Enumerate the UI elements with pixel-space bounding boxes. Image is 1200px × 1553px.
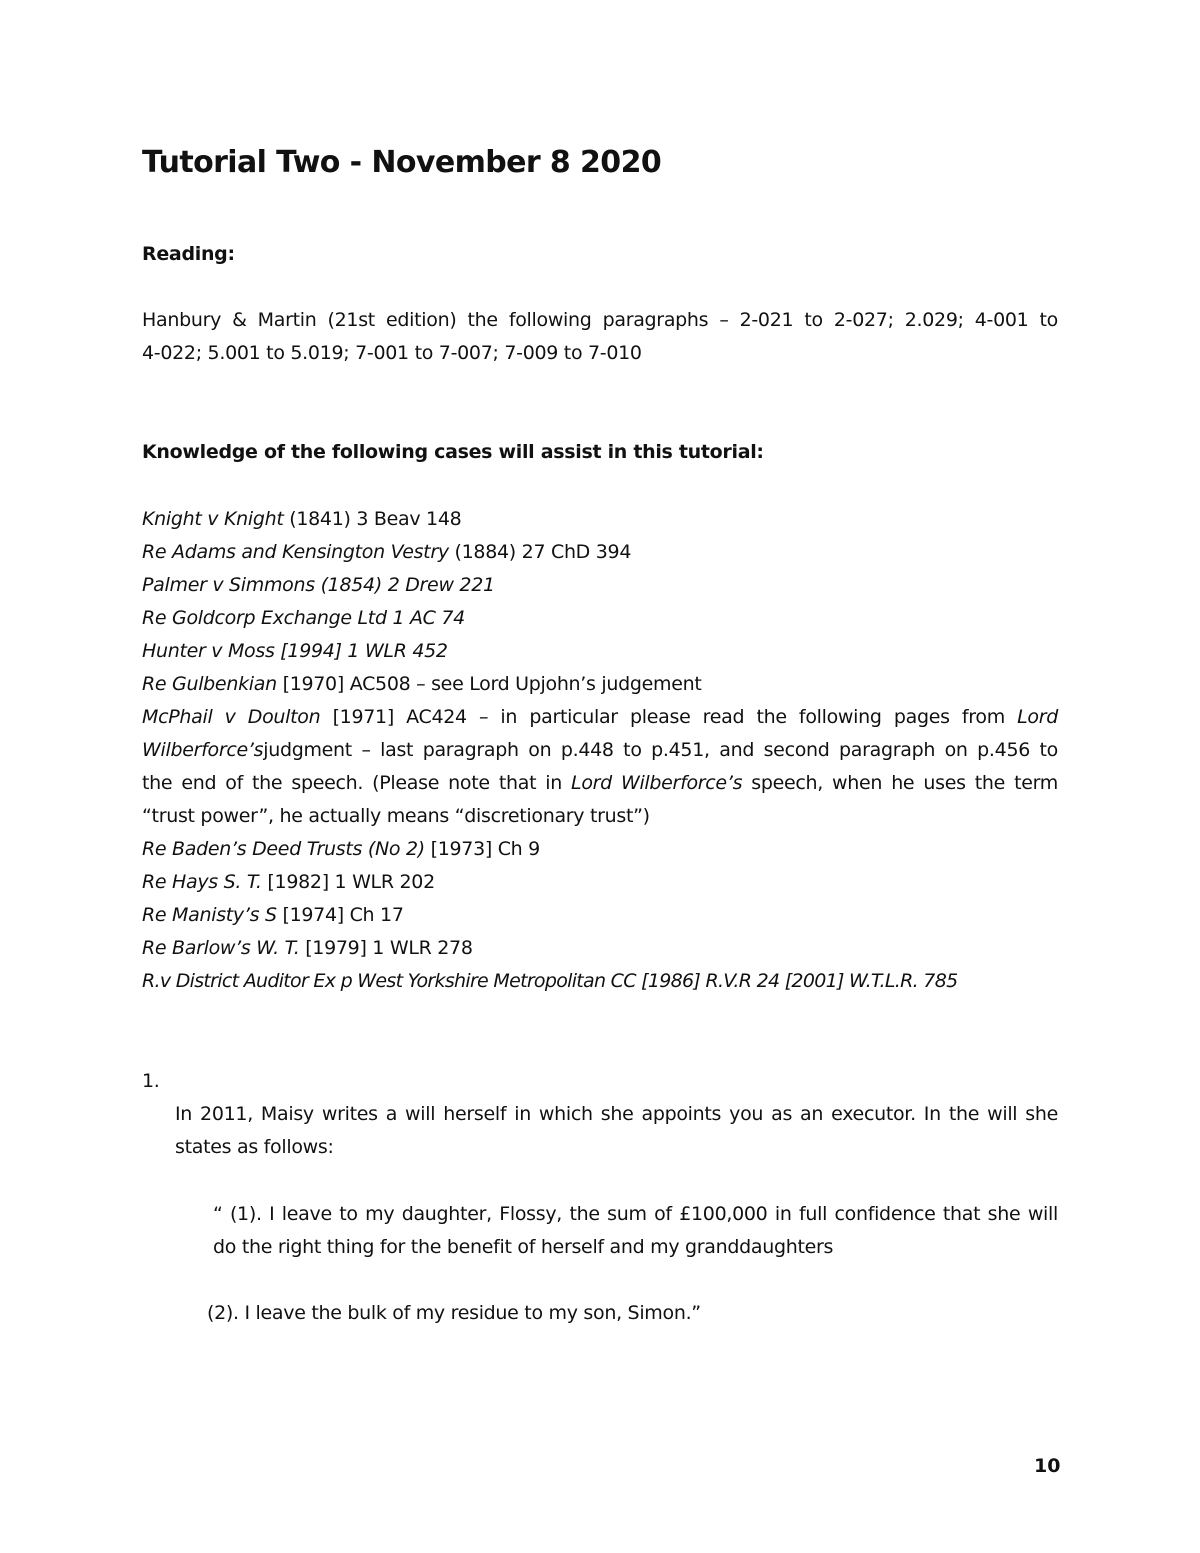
- case-citation: [1974] Ch 17: [276, 904, 404, 926]
- case-citation: [1971] AC424 – in particular please read the following pages from: [320, 706, 1018, 728]
- case-name: Re Hays S. T.: [142, 871, 262, 893]
- page-title: Tutorial Two - November 8 2020: [142, 145, 662, 180]
- case-citation: [1979] 1 WLR 278: [299, 937, 473, 959]
- case-item: [142, 937, 473, 959]
- clause-line: “ (1). I leave to my daughter, Flossy, the sum of £100,000 in full confidence that she will: [213, 1203, 1058, 1225]
- page-number: 10: [1034, 1455, 1061, 1477]
- case-name: R.v District Auditor Ex p West Yorkshire Metropolitan CC [1986] R.V.R 24 [2001] W.T.L.R. 785: [142, 970, 958, 992]
- question-number: 1.: [142, 1070, 160, 1092]
- case-citation: [1970] AC508 – see Lord Upjohn’s judgement: [276, 673, 702, 695]
- case-citation: speech, when he uses the term: [742, 772, 1058, 794]
- case-name: Hunter v Moss [1994] 1 WLR 452: [142, 640, 448, 662]
- case-item: [142, 508, 461, 530]
- mcphail-line: [142, 739, 1058, 761]
- case-item: [142, 904, 404, 926]
- reading-line: 4-022; 5.001 to 5.019; 7-001 to 7-007; 7-009 to 7-010: [142, 342, 642, 364]
- case-item: [142, 673, 702, 695]
- reading-paragraph: [142, 304, 1058, 370]
- mcphail-line: [142, 706, 1058, 728]
- clause-line: do the right thing for the benefit of herself and my granddaughters: [213, 1236, 834, 1258]
- cases-heading: Knowledge of the following cases will assist in this tutorial:: [142, 441, 764, 463]
- case-item: [142, 838, 540, 860]
- case-name: Re Gulbenkian: [142, 673, 277, 695]
- case-citation: [1973] Ch 9: [424, 838, 540, 860]
- case-citation: judgment – last paragraph on p.448 to p.451, and second paragraph on p.456 to: [263, 739, 1058, 761]
- case-item: [142, 640, 448, 662]
- case-item: [142, 970, 957, 992]
- case-item: [142, 574, 495, 596]
- question-intro: [175, 1098, 1058, 1164]
- case-item: [142, 541, 631, 563]
- case-name: Re Goldcorp Exchange Ltd 1 AC 74: [142, 607, 465, 629]
- will-clause-2: (2). I leave the bulk of my residue to my son, Simon.”: [207, 1302, 701, 1324]
- case-name: Lord: [1017, 706, 1058, 728]
- mcphail-line: [142, 772, 1058, 794]
- question-line: states as follows:: [175, 1136, 334, 1158]
- question-line: In 2011, Maisy writes a will herself in which she appoints you as an executor. In the will she: [175, 1103, 1058, 1125]
- case-citation: (1884) 27 ChD 394: [448, 541, 632, 563]
- case-name: Wilberforce’s: [142, 739, 264, 761]
- case-citation: [1982] 1 WLR 202: [261, 871, 435, 893]
- case-name: Re Manisty’s S: [142, 904, 277, 926]
- case-name: Re Baden’s Deed Trusts (No 2): [142, 838, 425, 860]
- case-name: Knight v Knight: [142, 508, 284, 530]
- case-name: McPhail v Doulton: [142, 706, 321, 728]
- case-name: Re Adams and Kensington Vestry: [142, 541, 449, 563]
- case-name: Re Barlow’s W. T.: [142, 937, 300, 959]
- case-name: Palmer v Simmons (1854) 2 Drew 221: [142, 574, 495, 596]
- case-name: Lord Wilberforce’s: [571, 772, 743, 794]
- case-item: [142, 871, 435, 893]
- reading-heading: Reading:: [142, 243, 235, 265]
- mcphail-line: “trust power”, he actually means “discretionary trust”): [142, 805, 650, 827]
- case-citation: the end of the speech. (Please note that in: [142, 772, 572, 794]
- case-item: [142, 607, 465, 629]
- case-citation: (1841) 3 Beav 148: [283, 508, 462, 530]
- reading-line: Hanbury & Martin (21st edition) the following paragraphs – 2-021 to 2-027; 2.029; 4-001 to: [142, 309, 1058, 331]
- will-clause-1: [213, 1198, 1058, 1264]
